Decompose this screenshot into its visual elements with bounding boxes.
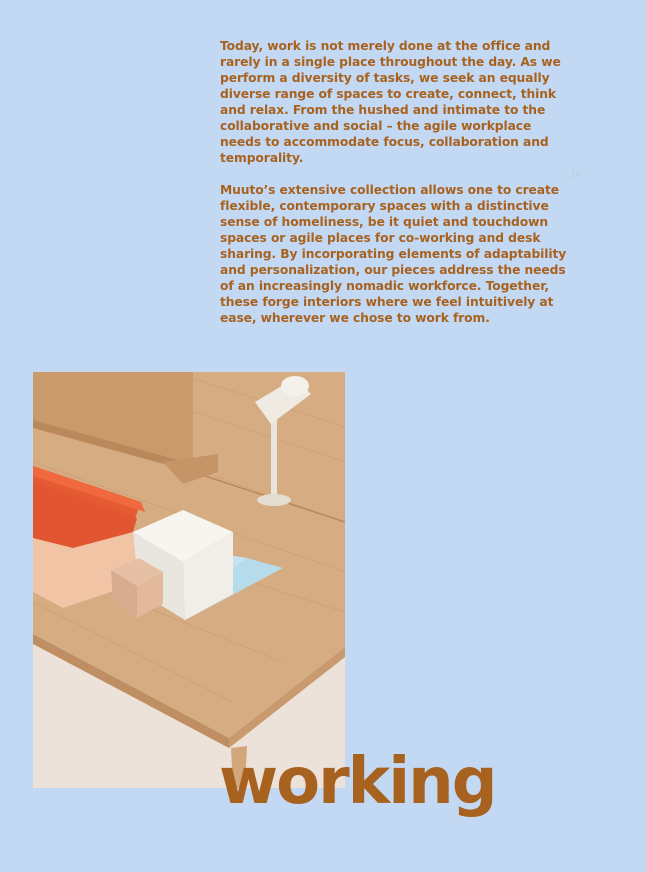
product-photo (33, 372, 345, 788)
page-number: 14 (571, 170, 580, 179)
body-text (220, 38, 570, 342)
paragraph-collection: Muuto’s extensive collection allows one to create flexible, contemporary spaces with a distinctive sense of homeliness, be it quiet and touchdown spaces or agile places for co-working and desk sharing. By incorporating elements of adaptability and personalization, our pieces address the needs of an increasingly nomadic workforce. Together, these forge interiors where we feel intuitively at ease, wherever we chose to work from. (220, 183, 567, 325)
headline-word: working (219, 745, 496, 819)
paragraph-intro: Today, work is not merely done at the office and rarely in a single place throughout the day. As we perform a diversity of tasks, we seek an equally diverse range of spaces to create, connect, think and relax. From the hushed and intimate to the collaborative and social – the agile workplace needs to accommodate focus, collaboration and temporality. (220, 39, 561, 165)
